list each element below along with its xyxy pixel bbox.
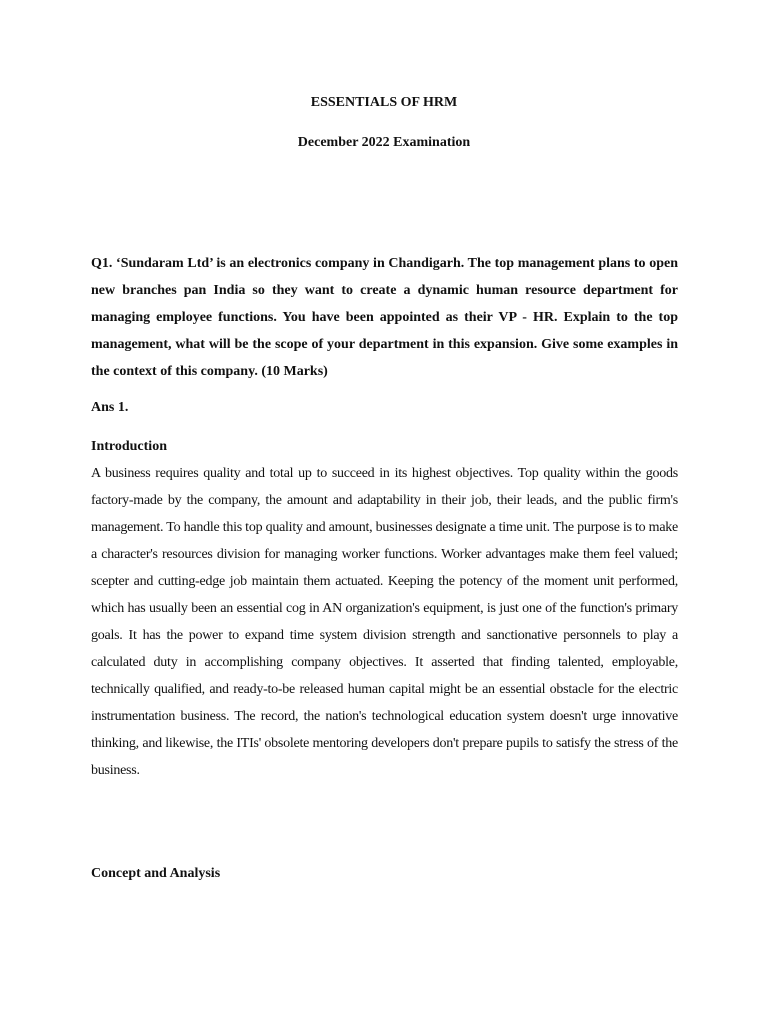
- document-title: ESSENTIALS OF HRM: [310, 95, 458, 110]
- section-heading-concept-analysis: Concept and Analysis: [91, 866, 221, 881]
- answer-label: Ans 1.: [91, 400, 129, 415]
- section-body-introduction: A business requires quality and total up to succeed in its highest objectives. Top quality within the goods factory-made by the company, the amount and adaptability in their job, their leads, and the public firm's management. To handle this top quality and amount, businesses designate a time unit. The purpose is to make a character's resources division for managing worker functions. Worker advantages make them feel valued; scepter and cutting-edge job maintain them actuated. Keeping the potency of the moment unit performed, which has usually been an essential cog in AN organization's equipment, is just one of the function's primary goals. It has the power to expand time system division strength and sanctionative personnels to play a calculated duty in accomplishing company objectives. It asserted that finding talented, employable, technically qualified, and ready-to-be released human capital might be an essential obstacle for the electric instrumentation business. The record, the nation's technological education system doesn't urge innovative thinking, and likewise, the ITIs' obsolete mentoring developers don't prepare pupils to satisfy the stress of the business.: [91, 466, 678, 778]
- document-subtitle: December 2022 Examination: [297, 135, 471, 150]
- section-heading-introduction: Introduction: [91, 439, 167, 454]
- question-text: Q1. ‘Sundaram Ltd’ is an electronics company in Chandigarh. The top management plans to open new branches pan India so they want to create a dynamic human resource department for managing employee functions. You have been appointed as their VP - HR. Explain to the top management, what will be the scope of your department in this expansion. Give some examples in the context of this company. (10 Marks): [91, 256, 678, 379]
